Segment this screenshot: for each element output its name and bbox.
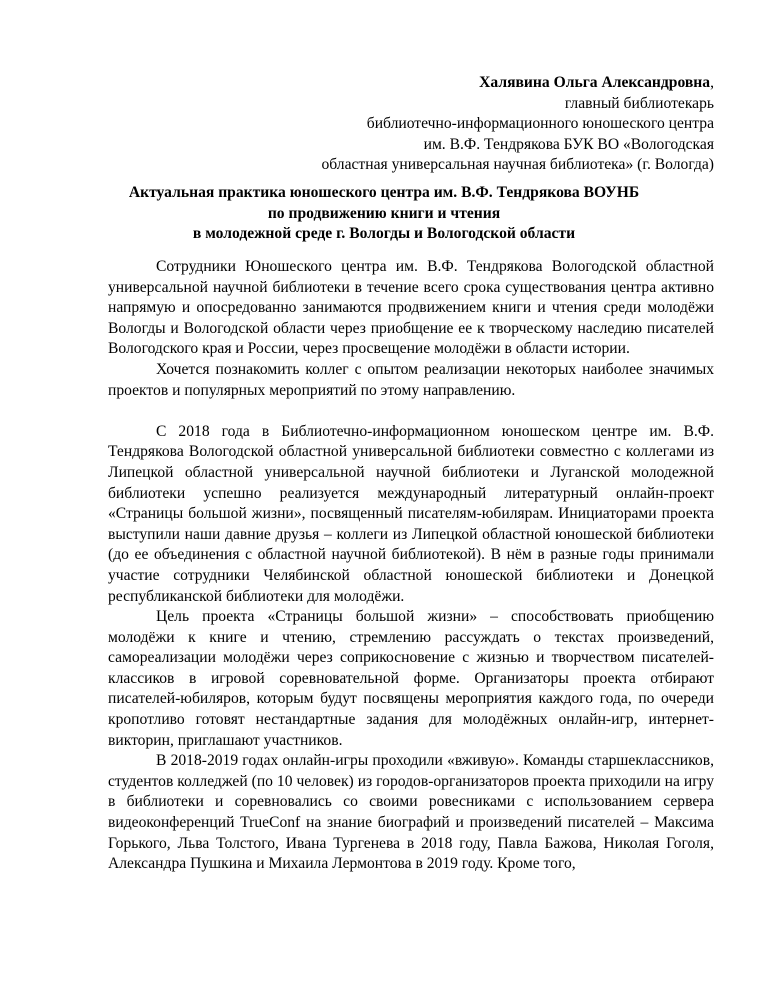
body-paragraph: Цель проекта «Страницы большой жизни» – способствовать приобщению молодёжи к книге и чтению, стремлению рассуждать о текстах произведений, самореализации молодёжи через соприкосновение с жизнью и творчеством писателей-классиков в игровой соревновательной форме. Организаторы проекта отбирают писателей-юбиляров, которым будут посвящены мероприятия каждого года, по очереди кропотливо готовят нестандартные задания для молодёжных онлайн-игр, интернет-викторин, приглашают участников. xyxy=(108,608,714,749)
body-paragraph: В 2018-2019 годах онлайн-игры проходили «вживую». Команды старшеклассников, студентов колледжей (по 10 человек) из городов-организаторов проекта приходили на игру в библиотеки и соревновались со своими ровесниками с использованием сервера видеоконференций TrueConf на знание биографий и произведений писателей – Максима Горького, Льва Толстого, Ивана Тургенева в 2018 году, Павла Бажова, Николая Гоголя, Александра Пушкина и Михаила Лермонтова в 2019 году. Кроме того, xyxy=(108,752,714,873)
title-line: по продвижению книги и чтения xyxy=(267,204,501,222)
body-paragraph: С 2018 года в Библиотечно-информационном юношеском центре им. В.Ф. Тендрякова Вологодской областной универсальной библиотеки совместно с коллегами из Липецкой областной универсальной научной библиотеки и Луганской молодежной библиотеки успешно реализуется международный литературный онлайн-проект «Страницы большой жизни», посвященный писателям-юбилярам. Инициаторами проекта выступили наши давние друзья – коллеги из Липецкой областной юношеской библиотеки (до ее объединения с областной научной библиотекой). В нём в разные годы принимали участие сотрудники Челябинской областной юношеской библиотеки и Донецкой республиканской библиотеки для молодёжи. xyxy=(108,422,714,605)
article-body xyxy=(108,257,714,875)
title-line: в молодежной среде г. Вологды и Вологодской области xyxy=(192,225,576,242)
author-name-suffix: , xyxy=(710,74,714,91)
author-department-line: библиотечно-информационного юношеского центра xyxy=(366,115,714,132)
author-position-line: главный библиотекарь xyxy=(564,94,714,112)
author-name-line xyxy=(180,73,714,94)
author-organization-line: им. В.Ф. Тендрякова БУК ВО «Вологодская xyxy=(423,135,714,153)
body-paragraph: Сотрудники Юношеского центра им. В.Ф. Тендрякова Вологодской областной универсальной научной библиотеки в течение всего срока существования центра активно напрямую и опосредованно занимаются продвижением книги и чтения среди молодёжи Вологды и Вологодской области через приобщение ее к творческому наследию писателей Вологодского края и России, через просвещение молодёжи в области истории. xyxy=(108,258,714,358)
author-block xyxy=(180,73,714,176)
article-title xyxy=(54,183,714,245)
title-line: Актуальная практика юношеского центра им. В.Ф. Тендрякова ВОУНБ xyxy=(128,184,640,201)
body-paragraph: Хочется познакомить коллег с опытом реализации некоторых наиболее значимых проектов и популярных мероприятий по этому направлению. xyxy=(108,360,714,399)
author-name: Халявина Ольга Александровна xyxy=(479,74,711,91)
author-organization-city-line: областная универсальная научная библиотека» (г. Вологда) xyxy=(321,156,714,173)
